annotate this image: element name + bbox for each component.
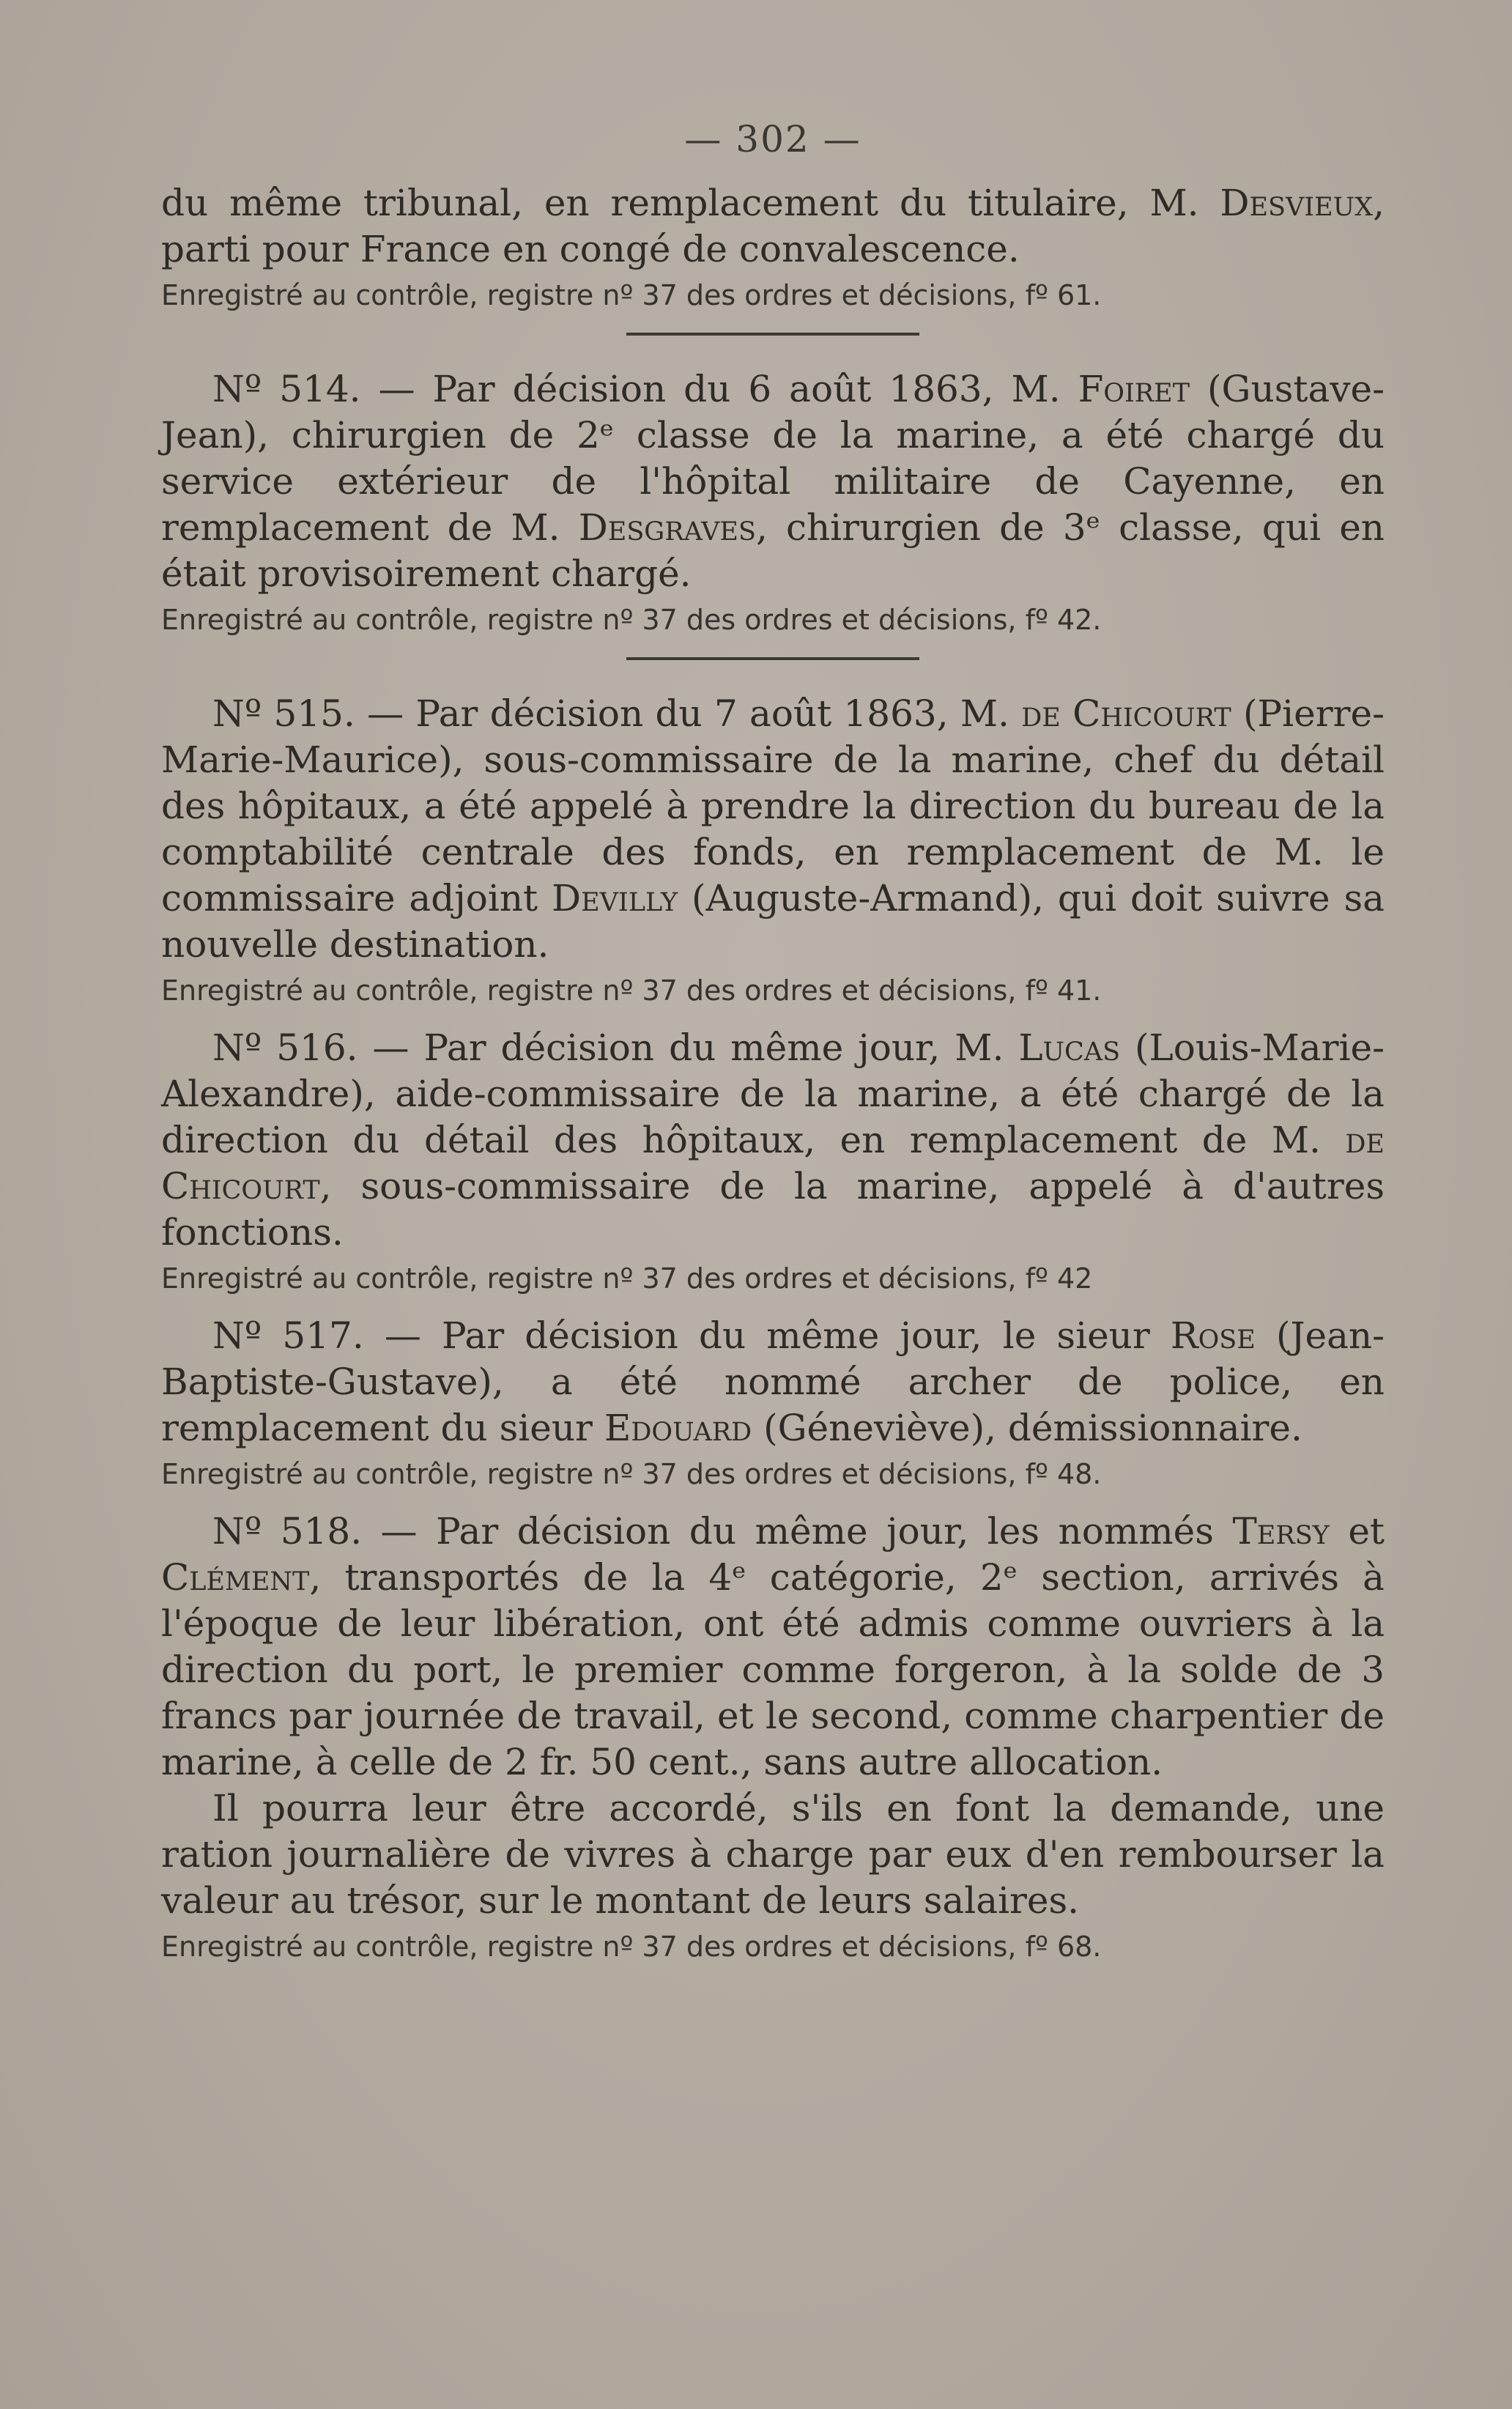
entry-517: [161, 1313, 1385, 1497]
person-name: Desgraves: [578, 506, 756, 549]
section-divider: [626, 333, 919, 336]
person-name: Foiret: [1078, 368, 1190, 410]
registration-line: Enregistré au contrôle, registre nº 37 des ordres et décisions, fº 61.: [161, 279, 1102, 311]
person-name: Devilly: [551, 877, 678, 919]
entry-516: [161, 1025, 1385, 1301]
registration-line: Enregistré au contrôle, registre nº 37 des ordres et décisions, fº 68.: [161, 1931, 1102, 1963]
section-divider: [626, 657, 919, 660]
entry-514: [161, 366, 1385, 643]
registration-line: Enregistré au contrôle, registre nº 37 des ordres et décisions, fº 42.: [161, 604, 1102, 636]
person-name: Edouard: [604, 1407, 752, 1449]
person-name: de Chicourt: [1021, 692, 1231, 735]
intro-block: [161, 180, 1385, 318]
person-name: Lucas: [1018, 1026, 1121, 1069]
entry-paragraph: Nº 515. — Par décision du 7 août 1863, M. de Chicourt (Pierre-Marie-Maurice), sous-commissaire de la marine, chef du détail des hôpitaux, a été appelé à prendre la direction du bureau de la comptabilité centrale des fonds, en remplacement de M. le commissaire adjoint Devilly (Auguste-Armand), qui doit suivre sa nouvelle destination.: [161, 692, 1385, 966]
document-page: [161, 110, 1385, 1969]
page-number: — 302 —: [684, 118, 861, 160]
person-name: Desvieux: [1220, 182, 1374, 224]
intro-paragraph: du même tribunal, en remplacement du titulaire, M. Desvieux, parti pour France en congé de convalescence.: [161, 182, 1385, 270]
entry-paragraph: Nº 518. — Par décision du même jour, les nommés Tersy et Clément, transportés de la 4ᵉ catégorie, 2ᵉ section, arrivés à l'époque de leur libération, ont été admis comme ouvriers à la direction du port, le premier comme forgeron, à la solde de 3 francs par journée de travail, et le second, comme charpentier de marine, à celle de 2 fr. 50 cent., sans autre allocation.: [161, 1510, 1385, 1783]
registration-line: Enregistré au contrôle, registre nº 37 des ordres et décisions, fº 41.: [161, 974, 1102, 1007]
entry-518: [161, 1509, 1385, 1969]
entry-paragraph: Nº 516. — Par décision du même jour, M. Lucas (Louis-Marie-Alexandre), aide-commissaire de la marine, a été chargé de la direction du détail des hôpitaux, en remplacement de M. de Chicourt, sous-commissaire de la marine, appelé à d'autres fonctions.: [161, 1026, 1385, 1254]
person-name: de Chicourt: [161, 1119, 1385, 1207]
entry-paragraph: Nº 517. — Par décision du même jour, le sieur Rose (Jean-Baptiste-Gustave), a été nommé archer de police, en remplacement du sieur Edouard (Géneviève), démissionnaire.: [161, 1314, 1385, 1449]
entry-515: [161, 691, 1385, 1013]
entry-paragraph-continued: Il pourra leur être accordé, s'ils en font la demande, une ration journalière de vivres à charge par eux d'en rembourser la valeur au trésor, sur le montant de leurs salaires.: [161, 1787, 1385, 1922]
person-name: Tersy: [1232, 1510, 1330, 1553]
person-name: Clément: [161, 1556, 310, 1599]
entry-paragraph: Nº 514. — Par décision du 6 août 1863, M. Foiret (Gustave-Jean), chirurgien de 2ᵉ classe de la marine, a été chargé du service extérieur de l'hôpital militaire de Cayenne, en remplacement de M. Desgraves, chirurgien de 3ᵉ classe, qui en était provisoirement chargé.: [161, 368, 1385, 595]
person-name: Rose: [1170, 1314, 1256, 1357]
registration-line: Enregistré au contrôle, registre nº 37 des ordres et décisions, fº 42: [161, 1262, 1093, 1295]
registration-line: Enregistré au contrôle, registre nº 37 des ordres et décisions, fº 48.: [161, 1458, 1102, 1490]
